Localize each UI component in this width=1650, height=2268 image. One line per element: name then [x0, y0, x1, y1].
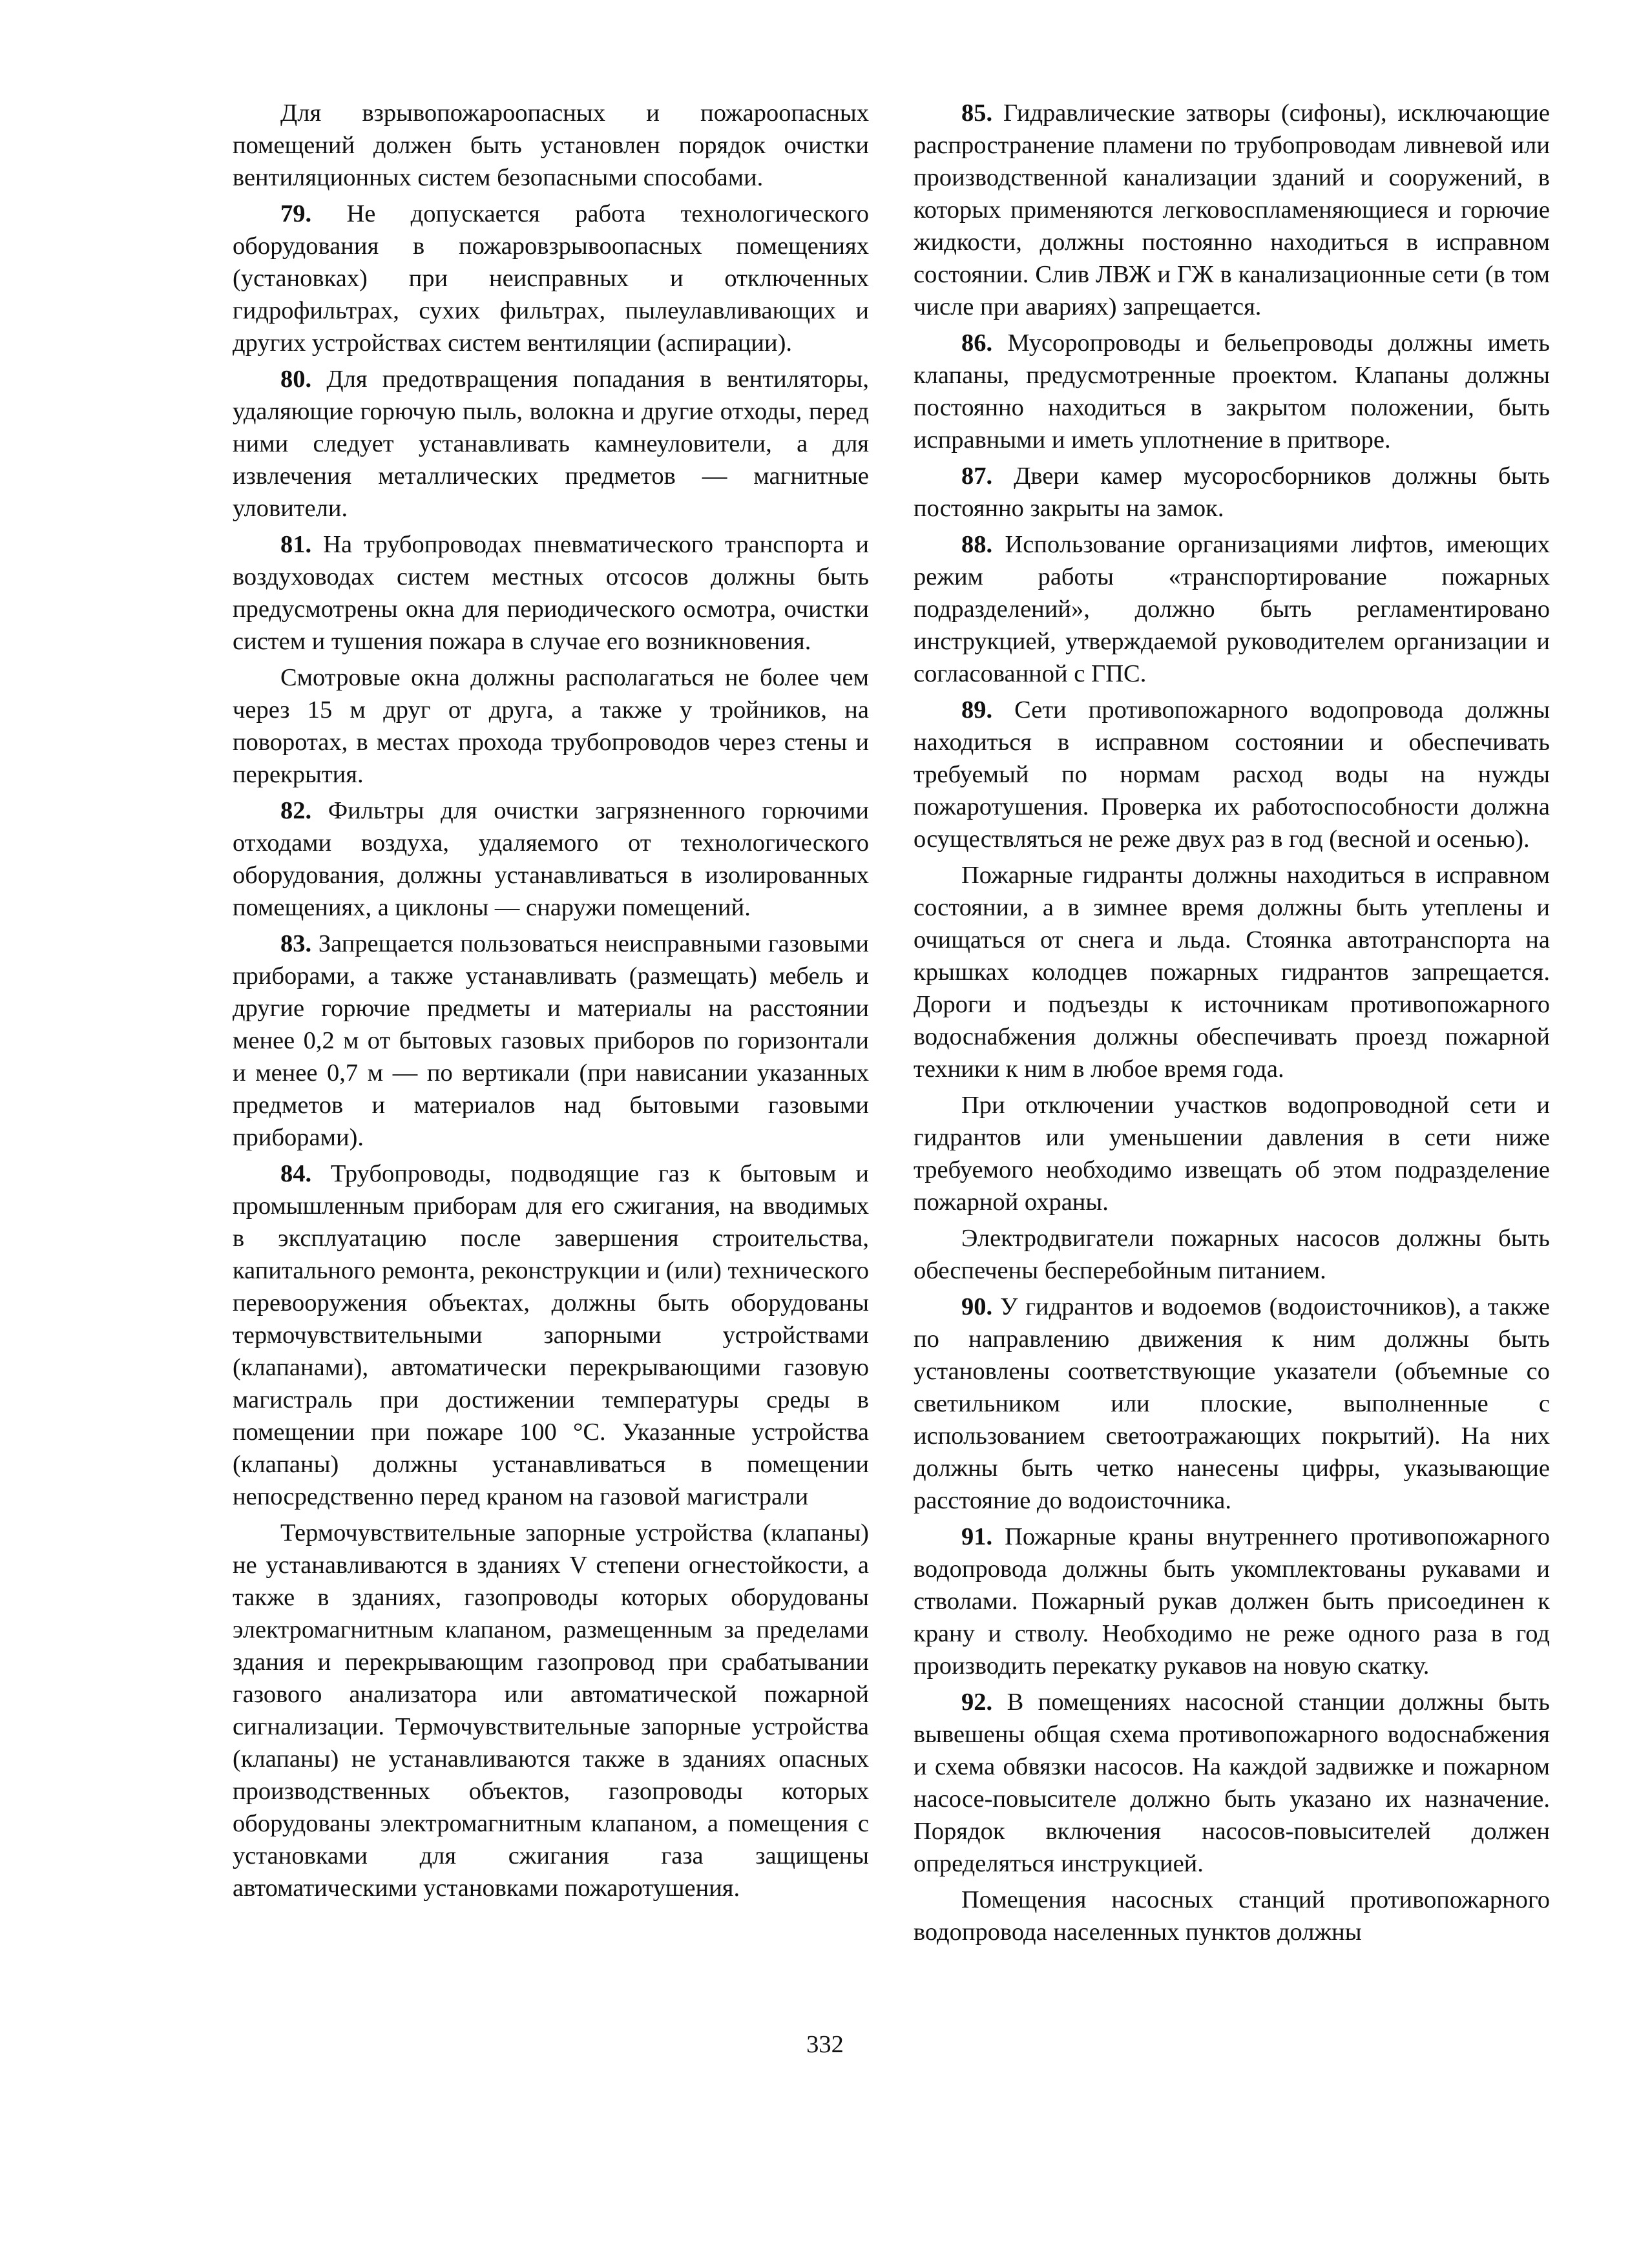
item-number: 89.: [961, 696, 993, 723]
paragraph: [914, 1686, 1550, 1880]
paragraph-text: Для предотвращения попадания в вентиляторы, удаляющие горючую пыль, волокна и другие отходы, перед ними следует устанавливать камнеуловители, а для извлечения металлических предметов — магнитные уловители.: [233, 366, 869, 522]
paragraph: [914, 694, 1550, 855]
item-number: 80.: [280, 366, 312, 393]
item-number: 87.: [961, 463, 993, 490]
item-number: 90.: [961, 1293, 993, 1320]
item-number: 83.: [280, 930, 312, 957]
paragraph-text: Не допускается работа технологического оборудования в пожаровзрывоопасных помещениях (установках) при неисправных и отключенных гидрофильтрах, сухих фильтрах, пылеулавливающих и других устройствах систем вентиляции (аспирации).: [233, 200, 869, 357]
item-number: 82.: [280, 797, 312, 824]
paragraph-text: Помещения насосных станций противопожарного водопровода населенных пунктов должны: [914, 1886, 1550, 1946]
item-number: 84.: [280, 1160, 312, 1187]
paragraph-text: Для взрывопожароопасных и пожароопасных помещений должен быть установлен порядок очистки вентиляционных систем безопасными способами.: [233, 99, 869, 191]
paragraph-text: Термочувствительные запорные устройства (клапаны) не устанавливаются в зданиях V степени огнестойкости, а также в зданиях, газопроводы которых оборудованы электромагнитным клапаном, размещенным за пределами здания и перекрывающим газопровод при срабатывании газового анализатора или автоматической пожарной сигнализации. Термочувствительные запорные устройства (клапаны) не устанавливаются также в зданиях опасных производственных объектов, газопроводы которых оборудованы электромагнитным клапаном, а помещения с установками для сжигания газа защищены автоматическими установками пожаротушения.: [233, 1519, 869, 1902]
item-number: 91.: [961, 1523, 993, 1550]
paragraph: [233, 97, 869, 194]
paragraph-text: Мусоропроводы и бельепроводы должны иметь клапаны, предусмотренные проектом. Клапаны должны постоянно находиться в закрытом положении, быть исправными и иметь уплотнение в притворе.: [914, 329, 1550, 453]
paragraph-text: Гидравлические затворы (сифоны), исключающие распространение пламени по трубопроводам ливневой или производственной канализации зданий и сооружений, в которых применяются легковоспламеняющиеся и горючие жидкости, должны постоянно находиться в исправном состоянии. Слив ЛВЖ и ГЖ в канализационные сети (в том числе при авариях) запрещается.: [914, 99, 1550, 320]
item-number: 81.: [280, 531, 312, 558]
paragraph: [914, 327, 1550, 456]
page-number: 332: [806, 2031, 844, 2058]
paragraph: [233, 363, 869, 525]
paragraph: [914, 1089, 1550, 1218]
paragraph-text: Использование организациями лифтов, имеющих режим работы «транспортирование пожарных подразделений», должно быть регламентировано инструкцией, утверждаемой руководителем организации и согласованной с ГПС.: [914, 531, 1550, 687]
item-number: 88.: [961, 531, 993, 558]
paragraph: [233, 198, 869, 359]
paragraph: [233, 1158, 869, 1513]
paragraph: [914, 1884, 1550, 1948]
paragraph: [233, 661, 869, 791]
paragraph-text: Двери камер мусоросборников должны быть постоянно закрыты на замок.: [914, 463, 1550, 522]
paragraph-text: Электродвигатели пожарных насосов должны быть обеспечены бесперебойным питанием.: [914, 1225, 1550, 1284]
paragraph: [914, 1222, 1550, 1287]
paragraph-text: Фильтры для очистки загрязненного горючими отходами воздуха, удаляемого от технологического оборудования, должны устанавливаться в изолированных помещениях, а циклоны — снаружи помещений.: [233, 797, 869, 921]
item-number: 86.: [961, 329, 993, 357]
item-number: 92.: [961, 1689, 993, 1716]
paragraph: [233, 528, 869, 658]
paragraph-text: Пожарные гидранты должны находиться в исправном состоянии, а в зимнее время должны быть утеплены и очищаться от снега и льда. Стоянка автотранспорта на крышках колодцев пожарных гидрантов запрещается. Дороги и подъезды к источникам противопожарного водоснабжения должны обеспечивать проезд пожарной техники к ним в любое время года.: [914, 862, 1550, 1083]
paragraph: [914, 1521, 1550, 1682]
paragraph: [233, 795, 869, 924]
item-number: 85.: [961, 99, 993, 127]
paragraph-text: Трубопроводы, подводящие газ к бытовым и промышленным приборам для его сжигания, на вводимых в эксплуатацию после завершения строительства, капитального ремонта, реконструкции и (или) технического перевооружения объектах, должны быть оборудованы термочувствительными запорными устройствами (клапанами), автоматически перекрывающими газовую магистраль при достижении температуры среды в помещении при пожаре 100 °С. Указанные устройства (клапаны) должны устанавливаться в помещении непосредственно перед краном на газовой магистрали: [233, 1160, 869, 1510]
item-number: 79.: [280, 200, 312, 227]
paragraph-text: При отключении участков водопроводной сети и гидрантов или уменьшении давления в сети ниже требуемого необходимо извещать об этом подразделение пожарной охраны.: [914, 1092, 1550, 1216]
paragraph: [914, 859, 1550, 1085]
paragraph-text: Сети противопожарного водопровода должны находиться в исправном состоянии и обеспечивать требуемый по нормам расход воды на нужды пожаротушения. Проверка их работоспособности должна осуществляться не реже двух раз в год (весной и осенью).: [914, 696, 1550, 853]
right-column: [914, 97, 1550, 1952]
paragraph-text: Запрещается пользоваться неисправными газовыми приборами, а также устанавливать (размещать) мебель и другие горючие предметы и материалы на расстоянии менее 0,2 м от бытовых газовых приборов по горизонтали и менее 0,7 м — по вертикали (при нависании указанных предметов и материалов над бытовыми газовыми приборами).: [233, 930, 869, 1151]
paragraph: [233, 928, 869, 1154]
paragraph: [914, 460, 1550, 525]
left-column: [233, 97, 869, 1908]
paragraph-text: У гидрантов и водоемов (водоисточников), а также по направлению движения к ним должны быть установлены соответствующие указатели (объемные со светильником или плоские, выполненные с использованием светоотражающих покрытий). На них должны быть четко нанесены цифры, указывающие расстояние до водоисточника.: [914, 1293, 1550, 1514]
paragraph-text: Смотровые окна должны располагаться не более чем через 15 м друг от друга, а также у тройников, на поворотах, в местах прохода трубопроводов через стены и перекрытия.: [233, 664, 869, 788]
paragraph: [914, 528, 1550, 690]
paragraph-text: Пожарные краны внутреннего противопожарного водопровода должны быть укомплектованы рукавами и стволами. Пожарный рукав должен быть присоединен к крану и стволу. Необходимо не реже одного раза в год производить перекатку рукавов на новую скатку.: [914, 1523, 1550, 1680]
paragraph: [914, 1291, 1550, 1517]
paragraph-text: В помещениях насосной станции должны быть вывешены общая схема противопожарного водоснабжения и схема обвязки насосов. На каждой задвижке и пожарном насосе-повысителе должно быть указано их назначение. Порядок включения насосов-повысителей должен определяться инструкцией.: [914, 1689, 1550, 1877]
paragraph-text: На трубопроводах пневматического транспорта и воздуховодах систем местных отсосов должны быть предусмотрены окна для периодического осмотра, очистки систем и тушения пожара в случае его возникновения.: [233, 531, 869, 655]
paragraph: [914, 97, 1550, 323]
paragraph: [233, 1517, 869, 1904]
